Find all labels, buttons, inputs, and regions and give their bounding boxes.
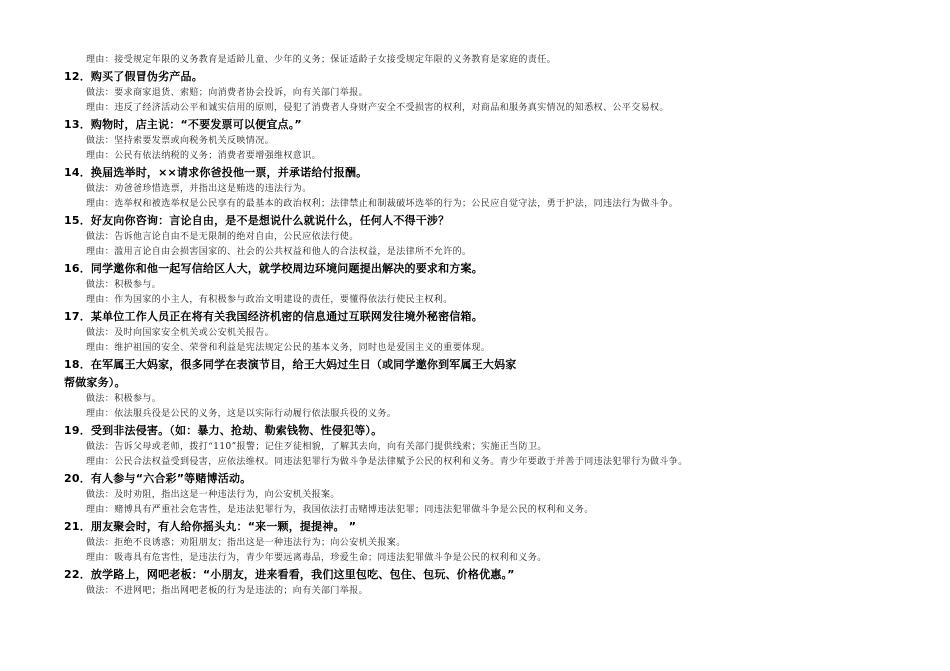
question-heading: 18．在军属王大妈家，很多同学在表演节目，给王大妈过生日（或同学邀你到军属王大妈家帮做家务）。 (64, 358, 517, 389)
answer-line: 做法：劝爸爸珍惜选票，并指出这是贿选的违法行为。 (86, 184, 312, 194)
question-heading: 12．购买了假冒伪劣产品。 (64, 70, 203, 83)
answer-line: 做法：告诉他言论自由不是无限制的绝对自由，公民应依法行使。 (86, 232, 359, 242)
document-body (0, 53, 950, 599)
question-heading: 15．好友向你咨询：言论自由，是不是想说什么就说什么，任何人不得干涉？ (64, 214, 450, 227)
answer-line: 理由：作为国家的小主人，有积极参与政治文明建设的责任，要懂得依法行使民主权利。 (86, 295, 453, 305)
answer-line: 做法：要求商家退货、索赔；向消费者协会投诉，向有关部门举报。 (86, 88, 369, 98)
answer-line: 理由：接受规定年限的义务教育是适龄儿童、少年的义务；保证适龄子女接受规定年限的义务教育是家庭的责任。 (86, 55, 557, 65)
answer-line: 做法：积极参与。 (86, 394, 162, 404)
answer-line: 理由：公民有依法纳税的义务；消费者要增强维权意识。 (86, 151, 322, 161)
answer-line: 理由：选举权和被选举权是公民享有的最基本的政治权利；法律禁止和制裁破坏选举的行为；公民应自觉守法，勇于护法，同违法行为做斗争。 (86, 199, 679, 209)
question-heading: 19．受到非法侵害。（如：暴力、抢劫、勒索钱物、性侵犯等）。 (64, 424, 383, 437)
answer-line: 做法：告诉父母或老师，拨打“110”报警；记住歹徒相貌，了解其去向，向有关部门提供线索；实施正当防卫。 (86, 442, 547, 452)
answer-line: 理由：依法服兵役是公民的义务，这是以实际行动履行依法服兵役的义务。 (86, 409, 397, 419)
answer-line: 做法：积极参与。 (86, 280, 162, 290)
answer-line: 理由：吸毒具有危害性，是违法行为，青少年要远离毒品，珍爱生命；同违法犯罪做斗争是公民的权利和义务。 (86, 553, 547, 563)
question-heading: 13．购物时，店主说：“不要发票可以便宜点。” (64, 118, 302, 131)
answer-line: 理由：公民合法权益受到侵害，应依法维权。同违法犯罪行为做斗争是法律赋予公民的权利和义务。青少年要敢于并善于同违法犯罪行为做斗争。 (86, 457, 688, 467)
answer-line: 做法：及时向国家安全机关或公安机关报告。 (86, 328, 275, 338)
answer-line: 理由：违反了经济活动公平和诚实信用的原则，侵犯了消费者人身财产安全不受损害的权利，对商品和服务真实情况的知悉权、公平交易权。 (86, 103, 669, 113)
answer-line: 做法：坚持索要发票或向税务机关反映情况。 (86, 136, 275, 146)
question-heading: 17．某单位工作人员正在将有关我国经济机密的信息通过互联网发往境外秘密信箱。 (64, 310, 483, 323)
question-heading: 22．放学路上，网吧老板：“小朋友，进来看看，我们这里包吃、包住、包玩、价格优惠。” (64, 568, 515, 581)
question-heading: 16．同学邀你和他一起写信给区人大，就学校周边环境问题提出解决的要求和方案。 (64, 262, 483, 275)
question-heading: 21．朋友聚会时，有人给你摇头丸：“来一颗，提提神。 ” (64, 520, 357, 533)
answer-line: 理由：滥用言论自由会损害国家的、社会的公共权益和他人的合法权益，是法律所不允许的。 (86, 247, 472, 257)
answer-line: 做法：不进网吧；指出网吧老板的行为是违法的；向有关部门举报。 (86, 586, 369, 596)
question-heading: 20．有人参与“六合彩”等赌博活动。 (64, 472, 252, 485)
answer-line: 做法：拒绝不良诱惑；劝阻朋友；指出这是一种违法行为；向公安机关报案。 (86, 538, 406, 548)
question-heading: 14．换届选举时，××请求你爸投他一票，并承诺给付报酬。 (64, 166, 368, 179)
answer-line: 理由：赌博具有严重社会危害性，是违法犯罪行为，我国依法打击赌博违法犯罪；同违法犯罪做斗争是公民的权利和义务。 (86, 505, 594, 515)
answer-line: 做法：及时劝阻，指出这是一种违法行为，向公安机关报案。 (86, 490, 340, 500)
answer-line: 理由：维护祖国的安全、荣誉和利益是宪法规定公民的基本义务，同时也是爱国主义的重要体现。 (86, 343, 491, 353)
